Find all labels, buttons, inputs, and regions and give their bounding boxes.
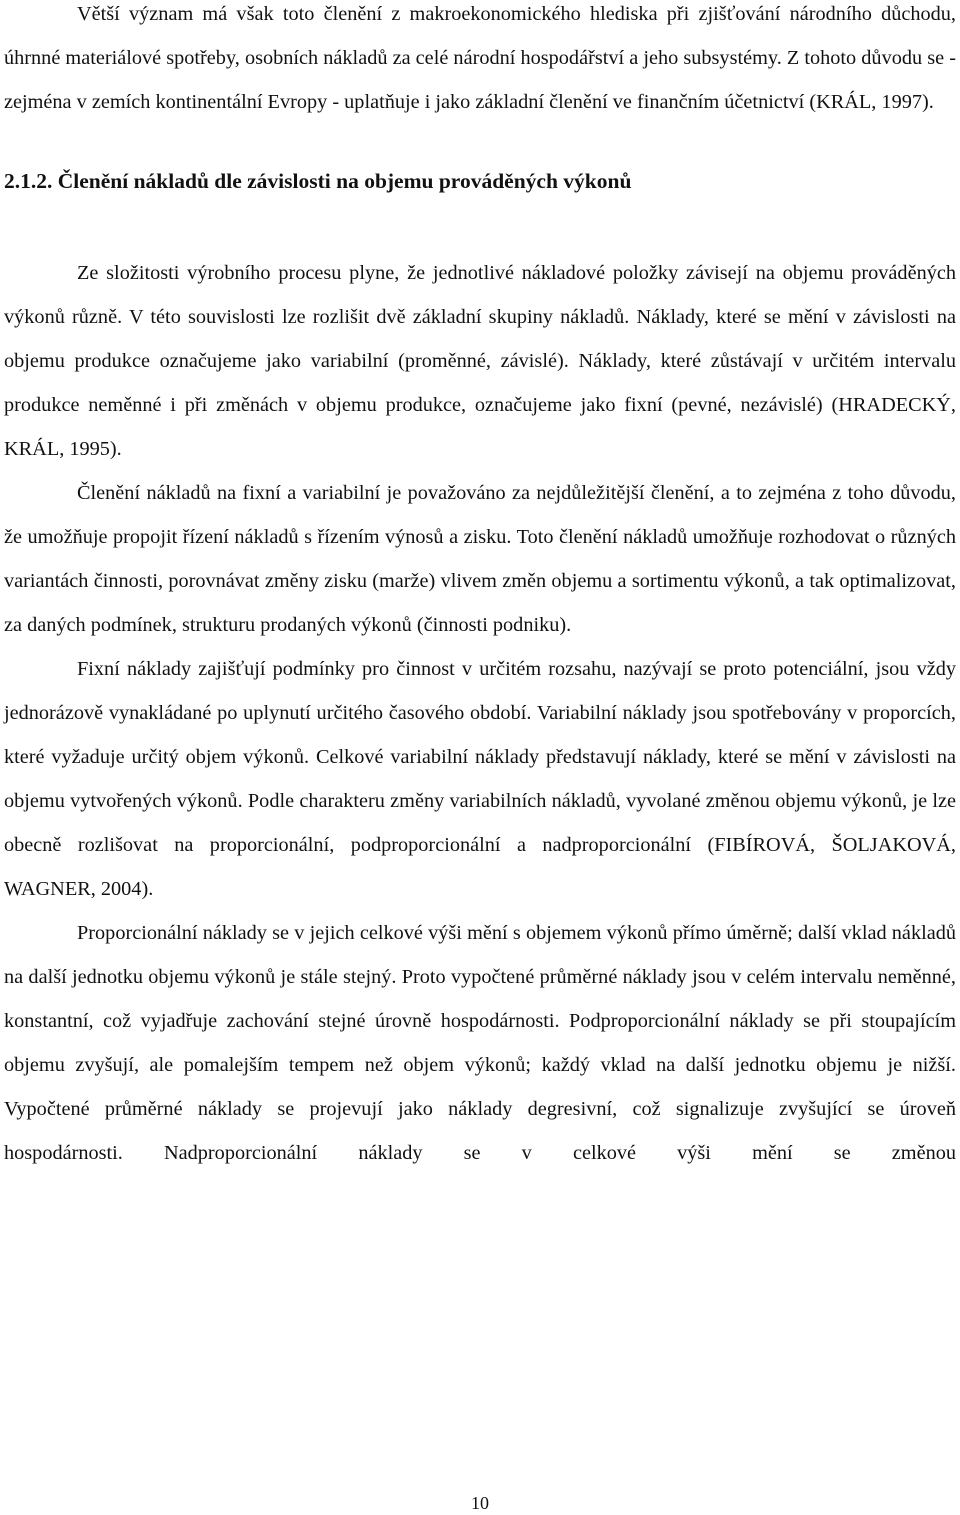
body-paragraph-2: Členění nákladů na fixní a variabilní je považováno za nejdůležitější členění, a to zejména z toho důvodu, že umožňuje propojit řízení nákladů s řízením výnosů a zisku. Toto členění nákladů umožňuje rozhodovat o různých variantách činnosti, porovnávat změny zisku (marže) vlivem změn objemu a sortimentu výkonů, a tak optimalizovat, za daných podmínek, strukturu prodaných výkonů (činnosti podniku). (4, 482, 956, 636)
body-paragraph-1: Ze složitosti výrobního procesu plyne, že jednotlivé nákladové položky závisejí na objemu prováděných výkonů různě. V této souvislosti lze rozlišit dvě základní skupiny nákladů. Náklady, které se mění v závislosti na objemu produkce označujeme jako variabilní (proměnné, závislé). Náklady, které zůstávají v určitém intervalu produkce neměnné i při změnách v objemu produkce, označujeme jako fixní (pevné, nezávislé) (HRADECKÝ, KRÁL, 1995). (4, 262, 956, 460)
page-number: 10 (471, 1493, 489, 1513)
body-paragraph-4: Proporcionální náklady se v jejich celkové výši mění s objemem výkonů přímo úměrně; další vklad nákladů na další jednotku objemu výkonů je stále stejný. Proto vypočtené průměrné náklady jsou v celém intervalu neměnné, konstantní, což vyjadřuje zachování stejné úrovně hospodárnosti. Podproporcionální náklady se při stoupajícím objemu zvyšují, ale pomalejším tempem než objem výkonů; každý vklad na další jednotku objemu je nižší. Vypočtené průměrné náklady se projevují jako náklady degresivní, což signalizuje zvyšující se úroveň hospodárnosti. Nadproporcionální náklady se v celkové výši mění se změnou (4, 922, 956, 1164)
intro-paragraph: Větší význam má však toto členění z makroekonomického hlediska při zjišťování národního důchodu, úhrnné materiálové spotřeby, osobních nákladů za celé národní hospodářství a jeho subsystémy. Z tohoto důvodu se - zejména v zemích kontinentální Evropy - uplatňuje i jako základní členění ve finančním účetnictví (KRÁL, 1997). (4, 3, 956, 113)
section-heading: 2.1.2. Členění nákladů dle závislosti na objemu prováděných výkonů (4, 169, 632, 193)
body-paragraph-3: Fixní náklady zajišťují podmínky pro činnost v určitém rozsahu, nazývají se proto potenciální, jsou vždy jednorázově vynakládané po uplynutí určitého časového období. Variabilní náklady jsou spotřebovány v proporcích, které vyžaduje určitý objem výkonů. Celkové variabilní náklady představují náklady, které se mění v závislosti na objemu vytvořených výkonů. Podle charakteru změny variabilních nákladů, vyvolané změnou objemu výkonů, je lze obecně rozlišovat na proporcionální, podproporcionální a nadproporcionální (FIBÍROVÁ, ŠOLJAKOVÁ, WAGNER, 2004). (4, 658, 956, 900)
document-page (4, 0, 956, 1175)
